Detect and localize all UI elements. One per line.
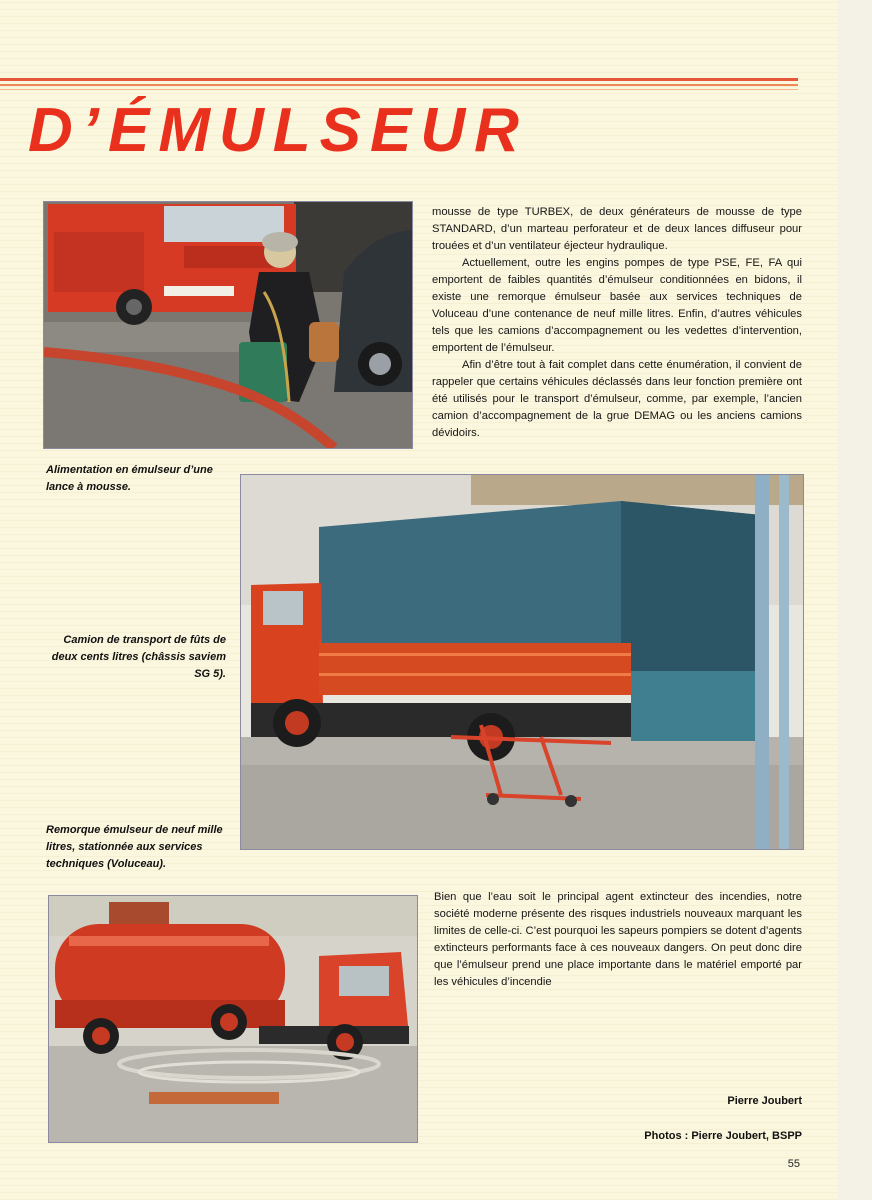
photo-credit: Photos : Pierre Joubert, BSPP [644, 1130, 802, 1142]
author-signature: Pierre Joubert [727, 1095, 802, 1107]
article-paragraph: mousse de type TURBEX, de deux générateurs de mousse de type STANDARD, d’un marteau perforateur et de deux lances diffuseur pour trouées et d’un ventilateur éjecteur hydraulique. [432, 206, 802, 252]
article-paragraph: Actuellement, outre les engins pompes de type PSE, FE, FA qui emportent de faibles quantités d’émulseur conditionnées en bidons, il existe une remorque émulseur basée aux services techniques de Voluceau d’une contenance de neuf mille litres. Enfin, d’autres véhicules tels que les camions d’accompagnement ou les vedettes d’intervention, emportent de l’émulseur. [432, 257, 802, 354]
header-rule [0, 78, 798, 81]
article-paragraph: Bien que l’eau soit le principal agent extincteur des incendies, notre société moderne présente des risques industriels nouveaux marquant les limites de celle-ci. C’est pourquoi les sapeurs pompiers se dotent d’agents extincteurs performants face à ces nouveaux dangers. On peut donc dire que l’émulseur prend une place importante dans le matériel emporté par les véhicules d’incendie [434, 891, 802, 988]
article-column-bottom [434, 889, 802, 991]
page-edge [838, 0, 872, 1200]
page-number: 55 [787, 1158, 800, 1170]
article-title: D’ÉMULSEUR [28, 96, 528, 165]
header-rule [0, 89, 798, 90]
photo-drum-transport-truck [240, 474, 804, 850]
caption-foam-lance: Alimentation en émulseur d’une lance à mousse. [46, 464, 213, 493]
header-rule [0, 84, 798, 86]
article-column-top [432, 204, 802, 442]
caption-foam-trailer: Remorque émulseur de neuf mille litres, stationnée aux services techniques (Voluceau). [46, 824, 223, 870]
article-paragraph: Afin d’être tout à fait complet dans cette énumération, il convient de rappeler que certains véhicules déclassés dans leur fonction première ont été utilisés pour le transport d’émulseur, comme, par exemple, l’ancien camion d’accompagnement de la grue DEMAG ou les anciens camions dévidoirs. [432, 359, 802, 439]
caption-drum-truck: Camion de transport de fûts de deux cents litres (châssis saviem SG 5). [51, 634, 226, 680]
photo-firefighter-foam-lance [43, 201, 413, 449]
photo-foam-trailer [48, 895, 418, 1143]
